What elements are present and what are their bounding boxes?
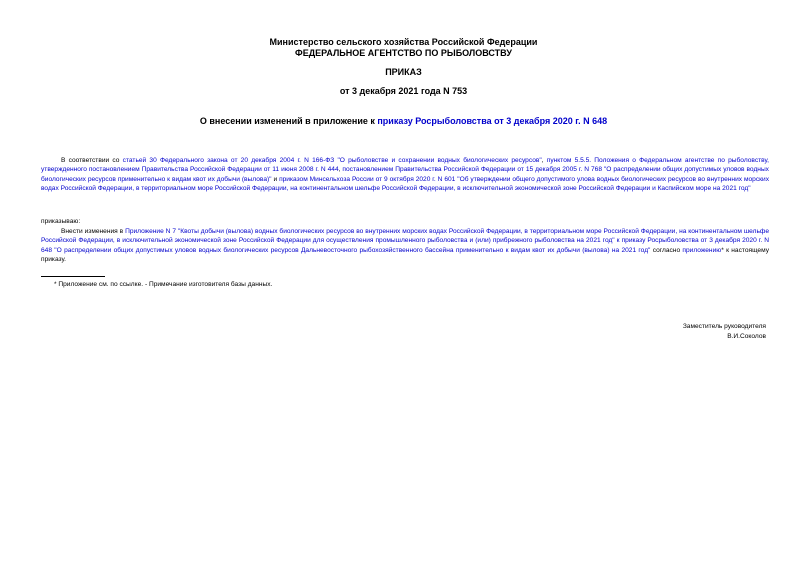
document-date-number: от 3 декабря 2021 года N 753 (339, 86, 468, 96)
p1-text-1: В соответствии со (61, 157, 123, 164)
p1-resolution-link[interactable]: постановлением Правительства Российской Федерации от 15 декабря 2005 г. N 768 "О распределении общих допустимых уловов водных биологических ресурсов применительно к видам квот их добычи (вылова)" (41, 166, 769, 183)
agency-name: ФЕДЕРАЛЬНОЕ АГЕНТСТВО ПО РЫБОЛОВСТВУ (295, 48, 512, 58)
p1-law-link[interactable]: статьей 30 Федерального закона от 20 декабря 2004 г. N 166-ФЗ "О рыболовстве и сохранении водных биологических ресурсов" (122, 157, 542, 164)
p2-text-3: * к настоящему приказу. (41, 246, 769, 264)
document-type: ПРИКАЗ (385, 67, 422, 77)
title-order-link[interactable]: приказу Росрыболовства от 3 декабря 2020 г. N 648 (377, 116, 608, 126)
p1-regulation-link[interactable]: пунктом 5.5.5. Положения о Федеральном агентстве по рыболовству, утвержденного постановлением Правительства Российской Федерации от 11 июня 2008 г. N 444 (41, 157, 769, 174)
p1-text-2: , (541, 157, 547, 164)
title-prefix: О внесении изменений в приложение к (199, 116, 378, 126)
order-word-text: приказываю: (41, 218, 81, 225)
preamble-paragraph (41, 156, 769, 194)
p2-text-1: Внести изменения в (61, 228, 126, 235)
order-word (41, 217, 769, 226)
p1-text-3: , (338, 166, 343, 174)
document-header (0, 37, 807, 59)
document-title (0, 116, 807, 127)
p1-ministry-order-link[interactable]: приказом Минсельхоза России от 9 октября 2020 г. N 601 "Об утверждении общего допустимого улова водных биологических ресурсов во внутренних морских водах Российской Федерации, в территориальном море Российской Федерации, на континентальном шельфе Российской Федерации, в исключительной экономической зоне Российской Федерации и Каспийском море на 2021 год" (41, 175, 769, 193)
p1-text-4: и (271, 175, 280, 183)
footnote-text: * Приложение см. по ссылке. - Примечание изготовителя базы данных. (54, 281, 273, 288)
signer-name: В.И.Соколов (727, 333, 766, 340)
footnote-divider (41, 276, 105, 277)
order-paragraph (41, 227, 769, 265)
ministry-name: Министерство сельского хозяйства Российской Федерации (269, 37, 538, 47)
p2-appendix-link[interactable]: приложению (682, 246, 722, 254)
p2-text-2: согласно (650, 246, 683, 254)
p2-annex-link[interactable]: Приложение N 7 "Квоты добычи (вылова) водных биологических ресурсов во внутренних морских водах Российской Федерации, в территориальном море Российской Федерации, на континентальном шельфе Российской Федерации, в исключительной экономической зоне Российской Федерации для осуществления промышленного рыболовства и (или) прибрежного рыболовства на 2021 год" к приказу Росрыболовства от 3 декабря 2020 г. N 648 "О распределении общих допустимых уловов водных биологических ресурсов Дальневосточного рыбохозяйственного бассейна применительно к видам квот их добычи (вылова) на 2021 год" (41, 228, 769, 254)
signer-position: Заместитель руководителя (682, 323, 766, 330)
